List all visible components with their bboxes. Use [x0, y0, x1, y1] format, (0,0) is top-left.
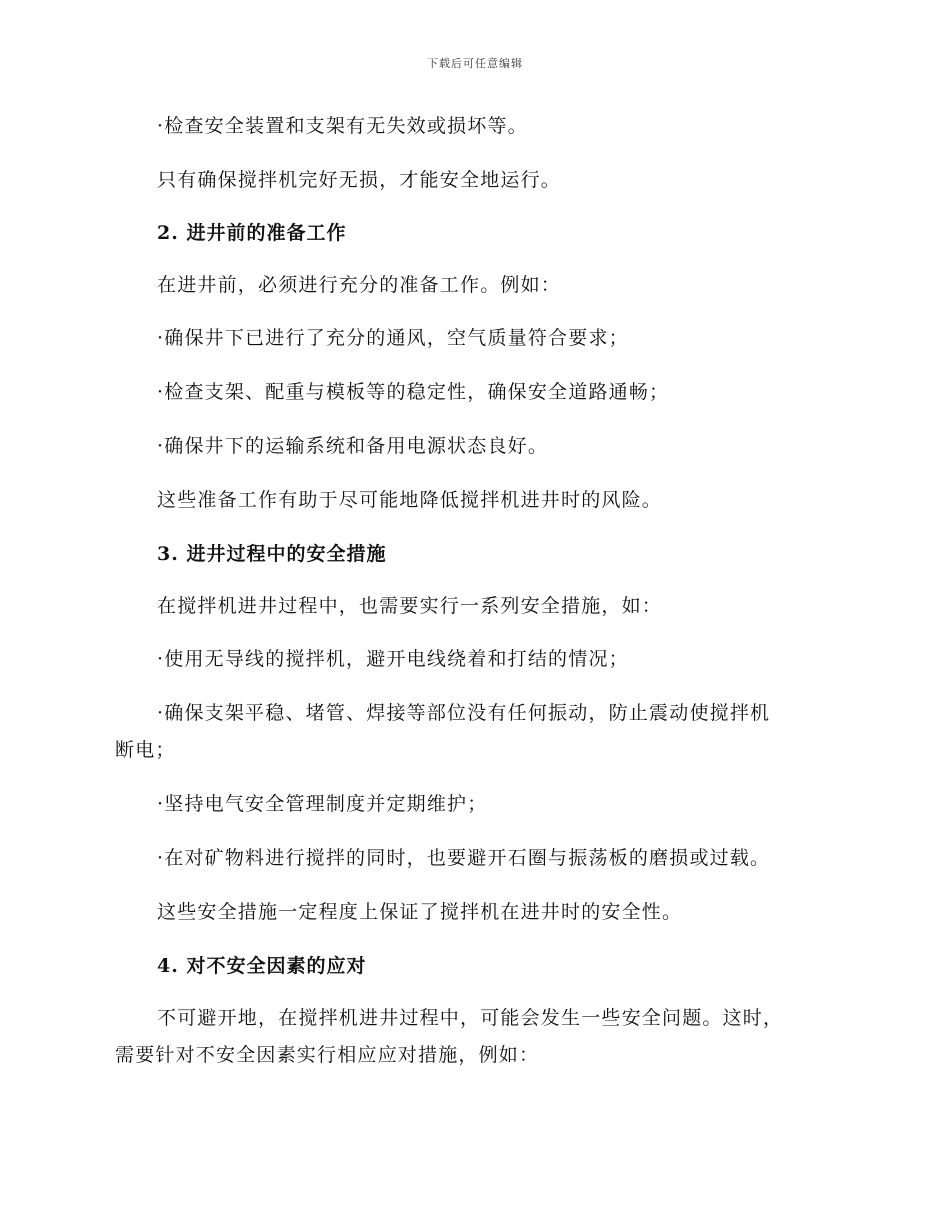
section-heading-3: 3. 进井过程中的安全措施	[157, 543, 387, 565]
bullet-wireless-mixer: ·使用无导线的搅拌机，避开电线绕着和打结的情况；	[157, 648, 629, 670]
bullet-check-safety-devices: ·检查安全装置和支架有无失效或损坏等。	[157, 115, 528, 137]
page-header: 下载后可任意编辑	[427, 57, 523, 70]
paragraph-preparation-summary: 这些准备工作有助于尽可能地降低搅拌机进井时的风险。	[157, 489, 663, 511]
section-heading-4: 4. 对不安全因素的应对	[157, 955, 367, 977]
paragraph-machine-intact: 只有确保搅拌机完好无损，才能安全地运行。	[157, 169, 562, 191]
bullet-no-vibration-continued: 断电；	[115, 739, 176, 761]
bullet-transport-power: ·确保井下的运输系统和备用电源状态良好。	[157, 435, 549, 457]
section-heading-2: 2. 进井前的准备工作	[157, 222, 347, 244]
bullet-stability-check: ·检查支架、配重与模板等的稳定性，确保安全道路通畅；	[157, 381, 670, 403]
paragraph-unsafe-factors: 不可避开地，在搅拌机进井过程中，可能会发生一些安全问题。这时，	[157, 1007, 784, 1029]
paragraph-unsafe-factors-continued: 需要针对不安全因素实行相应应对措施，例如：	[115, 1044, 540, 1066]
bullet-electrical-management: ·坚持电气安全管理制度并定期维护；	[157, 793, 488, 815]
paragraph-preparation-intro: 在进井前，必须进行充分的准备工作。例如：	[157, 274, 562, 296]
paragraph-measures-intro: 在搅拌机进井过程中，也需要实行一系列安全措施，如：	[157, 595, 663, 617]
bullet-avoid-wear: ·在对矿物料进行搅拌的同时，也要避开石圈与振荡板的磨损或过载。	[157, 847, 771, 869]
paragraph-measures-summary: 这些安全措施一定程度上保证了搅拌机在进井时的安全性。	[157, 901, 683, 923]
bullet-ventilation: ·确保井下已进行了充分的通风，空气质量符合要求；	[157, 327, 629, 349]
bullet-no-vibration: ·确保支架平稳、堵管、焊接等部位没有任何振动，防止震动使搅拌机	[157, 702, 771, 724]
